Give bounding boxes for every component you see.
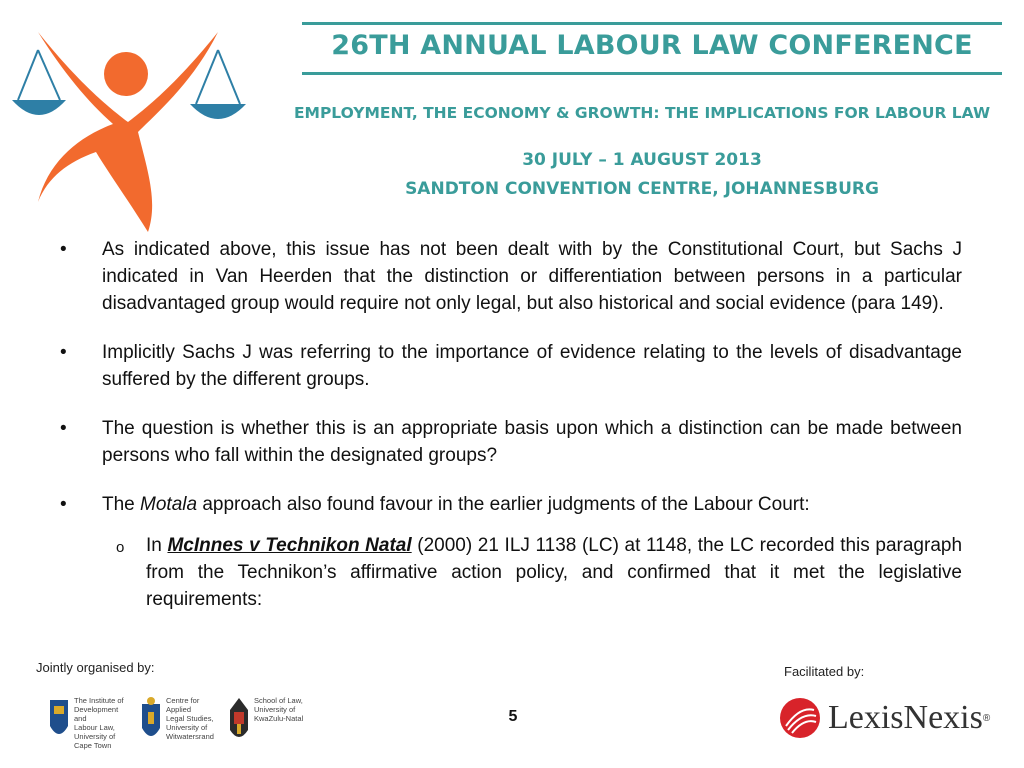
page-number: 5 [508,708,518,725]
sub-bullet-item [116,532,962,613]
header-rule-bottom [302,72,1002,75]
lexisnexis-logo [778,696,990,740]
registered-mark: ® [982,712,991,724]
facilitated-by-label: Facilitated by: [784,664,865,679]
bullet-item [60,236,962,317]
case-name: McInnes v Technikon Natal [167,535,412,556]
partner-uct: The Institute of Development and Labour Law, University of Cape Town [48,696,128,750]
sub-bullet-mark: o [116,539,125,556]
partner-wits: Centre for Applied Legal Studies, University of Witwatersrand [140,696,220,746]
lexisnexis-wordmark: LexisNexis [828,699,983,736]
partner-ukzn: School of Law, University of KwaZulu-Natal [228,696,308,746]
sub-suffix: (2000) 21 ILJ 1138 (LC) at 1148, the LC recorded this paragraph from the Technikon’s affirmative action policy, and confirmed that it met the legislative requirements: [146,535,963,610]
header-rule-top [302,22,1002,25]
motala-italic: Motala [140,494,198,515]
bullet-text [102,491,962,518]
conference-logo-icon [8,12,248,237]
bullet-text: Implicitly Sachs J was referring to the importance of evidence relating to the levels of disadvantage suffered by the different groups. [102,342,962,390]
bullet4-suffix: approach also found favour in the earlier judgments of the Labour Court: [197,494,810,515]
bullet-mark: • [60,239,67,260]
jointly-organised-label: Jointly organised by: [36,660,155,675]
bullet-mark: • [60,494,67,515]
slide-content [60,236,962,613]
bullet-mark: • [60,418,67,439]
conference-dates: 30 JULY – 1 AUGUST 2013 [522,150,762,170]
wits-crest-icon [140,696,162,746]
bullet-text: The question is whether this is an appropriate basis upon which a distinction can be made between persons who fall within the designated groups? [102,418,962,466]
sub-prefix: In [146,535,168,556]
conference-title: 26TH ANNUAL LABOUR LAW CONFERENCE [331,30,973,61]
sub-bullet-text [146,532,962,613]
conference-venue: SANDTON CONVENTION CENTRE, JOHANNESBURG [405,179,879,199]
bullet-mark: • [60,342,67,363]
ukzn-crest-icon [228,696,250,746]
bullet-item [60,415,962,469]
conference-subtitle: EMPLOYMENT, THE ECONOMY & GROWTH: THE IMPLICATIONS FOR LABOUR LAW [293,104,991,122]
bullet4-prefix: The [102,494,141,515]
bullet-item [60,491,962,518]
bullet-item [60,339,962,393]
lexisnexis-sphere-icon [778,696,822,740]
bullet-text: As indicated above, this issue has not been dealt with by the Constitutional Court, but Sachs J indicated in Van Heerden that the distinction or differentiation between persons in a particular disadvantaged group would require not only legal, but also historical and social evidence (para 149). [102,239,962,314]
uct-crest-icon [48,696,70,746]
